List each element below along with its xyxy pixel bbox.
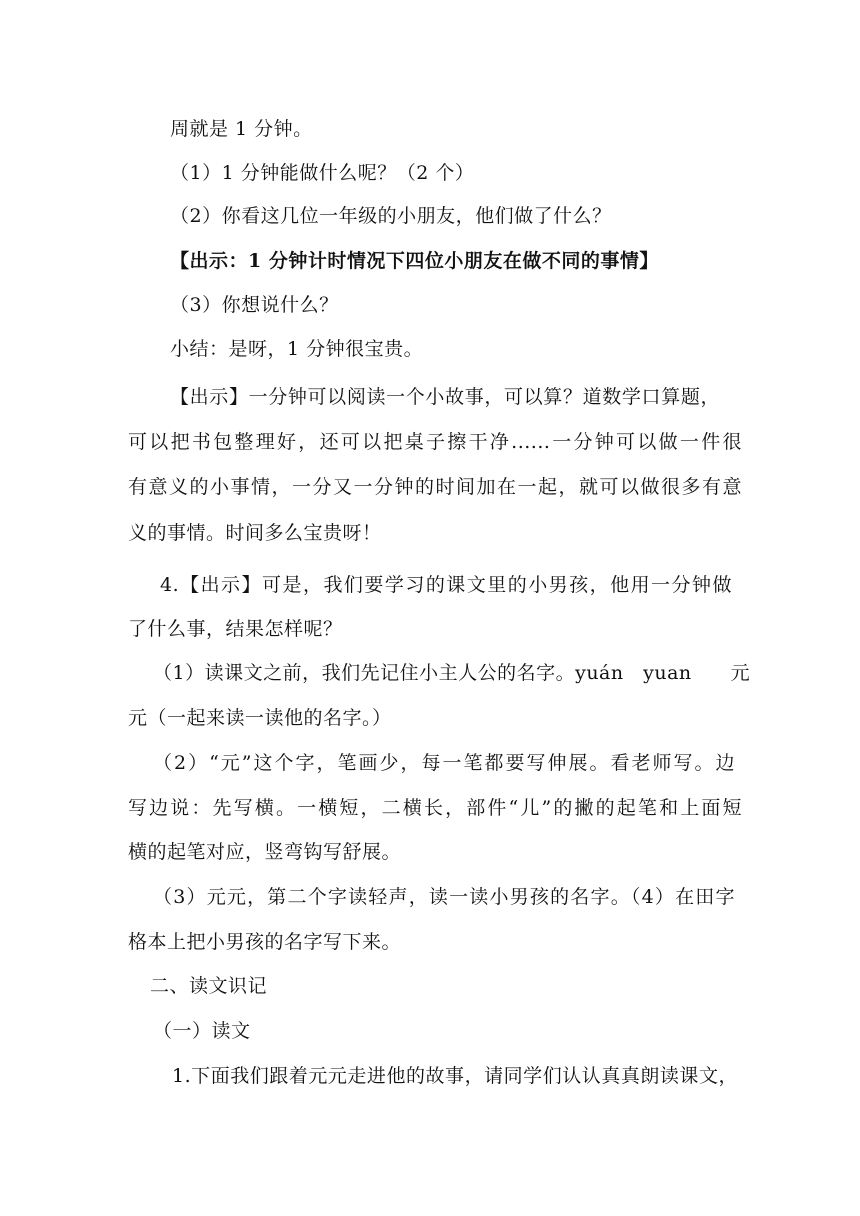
text-line-7: 【出示】一分钟可以阅读一个小故事，可以算？道数学口算题， [170, 386, 720, 408]
text-line-16: 写边说：先写横。一横短，二横长，部件“儿”的撇的起笔和上面短 [128, 797, 742, 819]
text-line-14: 元（一起来读一读他的名字。） [128, 707, 392, 729]
text-line-20: 1.下面我们跟着元元走进他的故事，请同学们认认真真朗读课文， [172, 1065, 738, 1087]
text-line-2: （1）1 分钟能做什么呢？（2 个） [170, 162, 475, 184]
text-line-3: （2）你看这几位一年级的小朋友，他们做了什么？ [170, 205, 612, 227]
text-line-18: （3）元元，第二个字读轻声，读一读小男孩的名字。（4）在田字 [153, 886, 735, 908]
section-heading: 二、读文识记 [150, 975, 268, 997]
text-line-12: 了什么事，结果怎样呢？ [128, 618, 343, 640]
text-line-13: （1）读课文之前，我们先记住小主人公的名字。yuán yuan 元 [153, 662, 751, 684]
text-line-5: （3）你想说什么？ [170, 294, 339, 316]
text-line-17: 横的起笔对应，竖弯钩写舒展。 [128, 841, 402, 863]
text-line-19: 格本上把小男孩的名字写下来。 [128, 931, 402, 953]
text-line-11: 4.【出示】可是，我们要学习的课文里的小男孩，他用一分钟做 [160, 574, 732, 596]
text-line-8: 可以把书包整理好，还可以把桌子擦干净......一分钟可以做一件很 [128, 431, 742, 453]
text-line-1: 周就是 1 分钟。 [170, 118, 313, 140]
subsection-heading: （一）读文 [153, 1020, 251, 1042]
text-line-6: 小结：是呀，1 分钟很宝贵。 [170, 338, 424, 360]
text-line-10: 义的事情。时间多么宝贵呀！ [128, 522, 382, 544]
text-line-15: （2）“元”这个字，笔画少，每一笔都要写伸展。看老师写。边 [153, 752, 735, 774]
text-line-4: 【出示：1 分钟计时情况下四位小朋友在做不同的事情】 [170, 250, 659, 272]
text-line-9: 有意义的小事情，一分又一分钟的时间加在一起，就可以做很多有意 [128, 476, 742, 498]
